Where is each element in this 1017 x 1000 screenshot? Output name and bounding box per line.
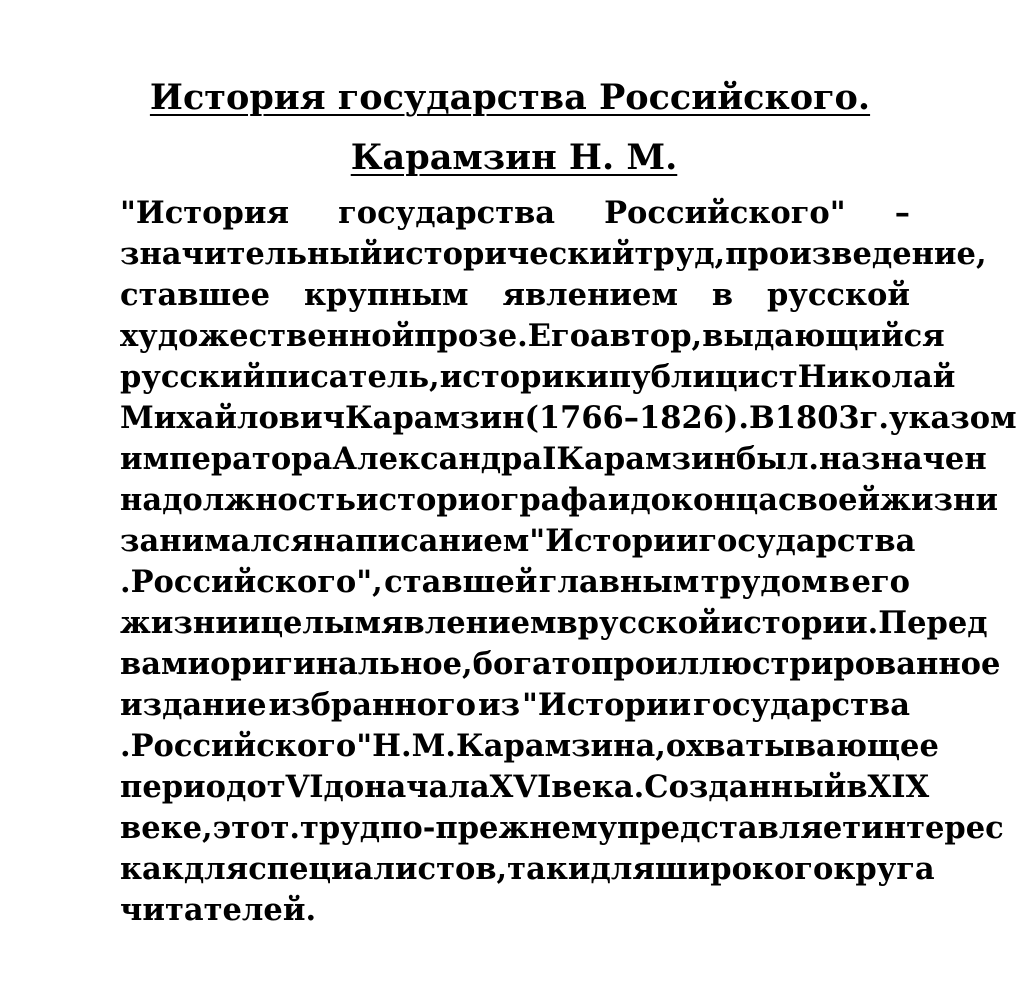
paragraph-line	[120, 398, 1017, 439]
word: на	[120, 482, 163, 518]
word: прозе.	[414, 318, 528, 354]
word: проиллюстрированное	[591, 646, 1001, 682]
word: интерес	[861, 810, 1004, 846]
word: этот.	[212, 810, 300, 846]
word: государства	[338, 195, 556, 231]
body-paragraph	[120, 193, 1017, 931]
word: г.	[859, 400, 889, 436]
word: автор,	[590, 318, 703, 354]
word: период	[120, 769, 247, 805]
word: конца	[670, 482, 778, 518]
word: написанием	[313, 523, 530, 559]
paragraph-line	[120, 316, 945, 357]
word: в	[556, 605, 578, 641]
word: назначен	[818, 441, 987, 477]
word: веке,	[120, 810, 213, 846]
word: писатель,	[265, 359, 440, 395]
word: так	[507, 851, 568, 887]
word: XIX	[867, 769, 930, 805]
paragraph-line	[120, 562, 910, 603]
paragraph-line	[120, 603, 988, 644]
word: "Истории	[529, 523, 699, 559]
word: произведение,	[725, 236, 987, 272]
word: до	[630, 482, 671, 518]
word: начала	[364, 769, 490, 805]
word: своей	[777, 482, 881, 518]
word: до	[323, 769, 365, 805]
word: крупным	[303, 277, 469, 313]
word: Перед	[878, 605, 988, 641]
word: VI	[285, 769, 324, 805]
word: широкого	[654, 851, 834, 887]
word: .Российского"	[120, 728, 373, 764]
word: вами	[120, 646, 211, 682]
word: в	[846, 769, 868, 805]
paragraph-line	[120, 480, 998, 521]
word: Александра	[332, 441, 543, 477]
paragraph-line	[120, 808, 1004, 849]
word: был.	[735, 441, 819, 477]
word: –	[894, 195, 910, 231]
word: представляет	[617, 810, 862, 846]
word: как	[120, 851, 184, 887]
paragraph-line	[120, 644, 1001, 685]
word: XVI	[489, 769, 552, 805]
paragraph-line	[120, 521, 916, 562]
word: историк	[439, 359, 587, 395]
word: трудом	[700, 564, 828, 600]
word: его	[851, 564, 910, 600]
paragraph-line	[120, 685, 910, 726]
paragraph-line	[120, 357, 956, 398]
word: оригинальное,	[210, 646, 473, 682]
word: Карамзина,	[455, 728, 666, 764]
word: публицист	[608, 359, 798, 395]
word: века.	[551, 769, 645, 805]
word: ставшей	[384, 564, 538, 600]
word: значительный	[120, 236, 383, 272]
word: явлением	[380, 605, 557, 641]
word: охватывающее	[665, 728, 939, 764]
word: труд	[300, 810, 381, 846]
word: специалистов,	[248, 851, 508, 887]
word: занимался	[120, 523, 314, 559]
word: и	[607, 482, 631, 518]
paragraph-line	[120, 275, 910, 316]
word: Карамзин	[556, 441, 736, 477]
word: русской	[766, 277, 910, 313]
paragraph-line	[120, 767, 930, 808]
word: целым	[260, 605, 381, 641]
paragraph-line	[120, 193, 910, 234]
word: государства	[693, 687, 910, 723]
word: "История	[120, 195, 290, 231]
word: издание	[120, 687, 267, 723]
word: художественной	[120, 318, 415, 354]
word: М.	[411, 728, 456, 764]
word: Н.	[372, 728, 412, 764]
paragraph-line	[120, 849, 935, 890]
word: главным	[538, 564, 700, 600]
word: круга	[833, 851, 935, 887]
word: для	[590, 851, 655, 887]
word: Михайлович	[120, 400, 345, 436]
word: .Российского",	[120, 564, 383, 600]
word: (1766–1826).	[524, 400, 749, 436]
word: и	[237, 605, 261, 641]
word: в	[828, 564, 851, 600]
word: Его	[527, 318, 591, 354]
word: 1803	[774, 400, 860, 436]
word: должность	[162, 482, 356, 518]
paragraph-line	[120, 890, 910, 931]
word: Николай	[797, 359, 956, 395]
word: и	[567, 851, 591, 887]
word: В	[748, 400, 775, 436]
word: читателей.	[120, 892, 317, 928]
word: "Истории	[521, 687, 692, 723]
word: Созданный	[644, 769, 847, 805]
word: для	[183, 851, 249, 887]
word: избранного	[268, 687, 477, 723]
word: труд,	[634, 236, 726, 272]
word: по-прежнему	[380, 810, 618, 846]
word: русской	[577, 605, 721, 641]
word: исторический	[382, 236, 635, 272]
page-title: История государства Российского.	[149, 77, 871, 118]
word: историографа	[355, 482, 608, 518]
word: в	[711, 277, 734, 313]
word: истории.	[720, 605, 879, 641]
word: I	[542, 441, 557, 477]
word: и	[586, 359, 609, 395]
word: жизни	[880, 482, 998, 518]
word: явлением	[502, 277, 678, 313]
word: богато	[472, 646, 592, 682]
word: выдающийся	[702, 318, 945, 354]
word: жизни	[120, 605, 238, 641]
word: Карамзин	[344, 400, 525, 436]
word: от	[246, 769, 286, 805]
word: из	[477, 687, 521, 723]
paragraph-line	[120, 234, 987, 275]
word: русский	[120, 359, 266, 395]
author-heading: Карамзин Н. М.	[350, 137, 678, 178]
word: указом	[888, 400, 1017, 436]
paragraph-line	[120, 726, 939, 767]
word: императора	[120, 441, 333, 477]
word: государства	[698, 523, 916, 559]
word: ставшее	[120, 277, 271, 313]
paragraph-line	[120, 439, 987, 480]
word: Российского"	[604, 195, 846, 231]
